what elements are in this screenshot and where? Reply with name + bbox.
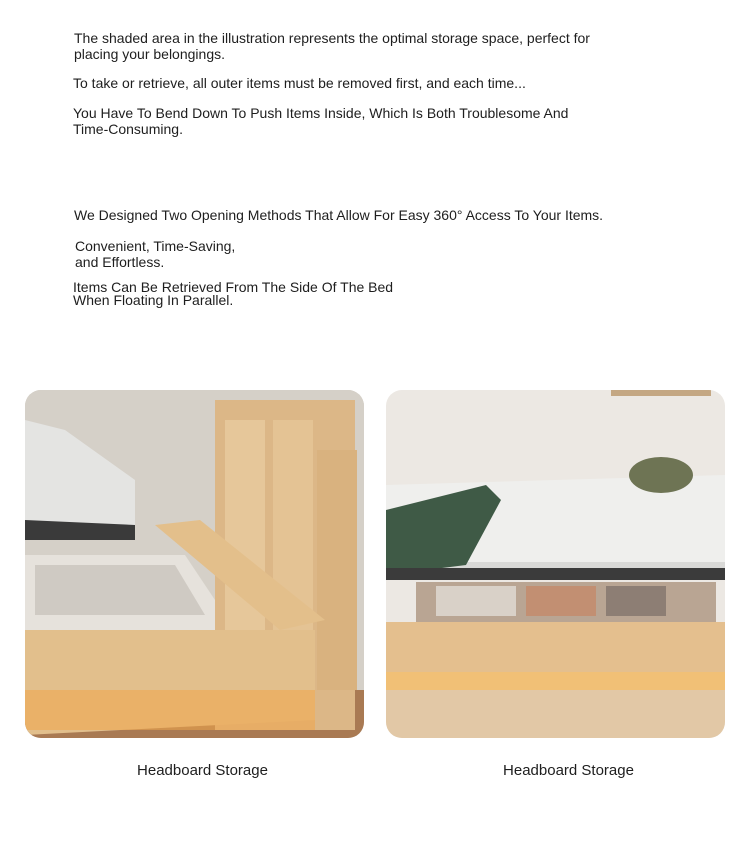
feature-text-line: We Designed Two Opening Methods That Allow For Easy 360° Access To Your Items. (74, 207, 604, 223)
feature-text-line: Convenient, Time-Saving, (75, 238, 236, 254)
intro-paragraph-1 (74, 31, 634, 62)
intro-paragraph-2 (73, 76, 633, 92)
feature-text-line: Items Can Be Retrieved From The Side Of The Bed (73, 279, 394, 295)
feature-text-line: When Floating In Parallel. (73, 291, 234, 308)
bed-headboard-storage-photo (25, 390, 364, 738)
gallery-caption-1: Headboard Storage (137, 762, 268, 779)
intro-text-line: You Have To Bend Down To Push Items Inside, Which Is Both Troublesome And (73, 105, 569, 121)
feature-paragraph-3 (73, 281, 433, 306)
intro-text-line: placing your belongings. (74, 45, 225, 62)
intro-text-line: The shaded area in the illustration represents the optimal storage space, perfect for (74, 30, 590, 46)
intro-text-line: Time-Consuming. (73, 120, 183, 137)
gallery-caption-2: Headboard Storage (503, 762, 634, 779)
feature-text-line: and Effortless. (75, 253, 165, 270)
feature-paragraph-2 (75, 239, 375, 270)
intro-paragraph-3 (73, 106, 633, 137)
bed-side-lift-storage-photo (386, 390, 725, 738)
feature-paragraph-1 (74, 208, 674, 224)
intro-text-line: To take or retrieve, all outer items must be removed first, and each time... (73, 75, 526, 91)
